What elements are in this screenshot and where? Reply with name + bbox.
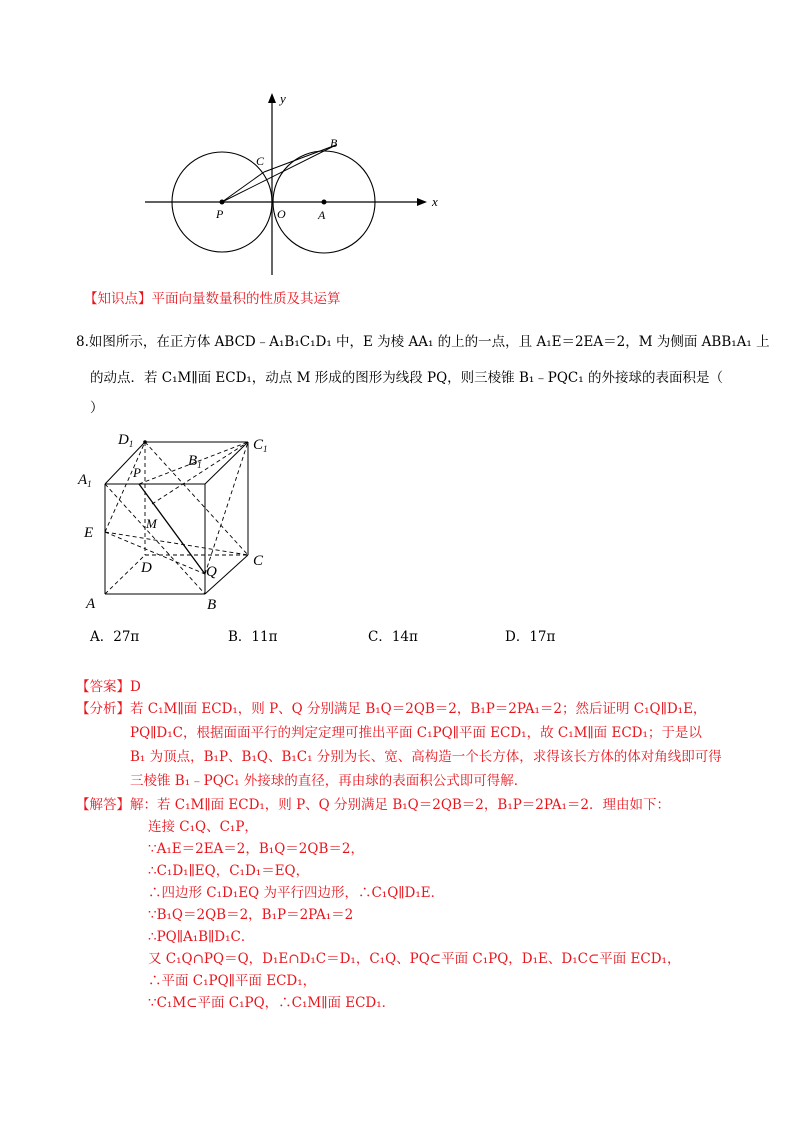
question-text-1: 如图所示，在正方体 ABCD﹣A₁B₁C₁D₁ 中，E 为棱 AA₁ 的上的一点，且 A₁E＝2EA＝2，M 为侧面 ABB₁A₁ 上 — [88, 334, 770, 350]
label-d: D — [141, 560, 152, 576]
solution-step-3 — [148, 862, 309, 880]
x-axis-label: x — [432, 194, 438, 209]
option-a-value: 27π — [113, 629, 140, 645]
label-c: C — [253, 553, 264, 569]
label-c1: $C_1$ — [253, 437, 268, 454]
answer-value: D — [130, 679, 141, 695]
option-c-value: 14π — [391, 629, 418, 645]
option-d[interactable] — [505, 628, 555, 646]
label-a1: $A_1$ — [78, 472, 92, 489]
knowledge-point — [84, 290, 341, 308]
option-b[interactable] — [228, 628, 277, 646]
solution-step-7-text: 又 C₁Q∩PQ＝Q，D₁E∩D₁C＝D₁，C₁Q、PQ⊂平面 C₁PQ，D₁E、D₁C⊂平面 ECD₁， — [148, 951, 681, 967]
option-a-label: A． — [90, 629, 114, 645]
solution-step-2-text: ∵A₁E＝2EA＝2，B₁Q＝2QB＝2， — [148, 841, 364, 857]
point-c-label: C — [256, 154, 265, 168]
analysis-text-2: PQ∥D₁C，根据面面平行的判定定理可推出平面 C₁PQ∥平面 ECD₁，故 C₁M∥面 ECD₁；于是以 — [130, 725, 702, 741]
option-c[interactable] — [368, 628, 418, 646]
solution-step-4 — [148, 884, 444, 902]
solution-step-9 — [148, 994, 395, 1012]
label-q: Q — [206, 564, 217, 580]
analysis-tag: 【分析】 — [76, 701, 130, 717]
label-a: A — [86, 596, 96, 612]
solution-step-5-text: ∵B₁Q＝2QB＝2，B₁P＝2PA₁＝2 — [148, 907, 354, 923]
knowledge-text: 平面向量数量积的性质及其运算 — [151, 291, 341, 307]
solution-step-6-text: ∴PQ∥A₁B∥D₁C． — [148, 929, 255, 945]
cube-figure — [70, 422, 290, 617]
solution-step-8 — [148, 972, 316, 990]
analysis-line-2 — [130, 724, 702, 742]
point-o-label: O — [277, 207, 286, 221]
point-a-label: A — [318, 208, 326, 222]
option-a[interactable] — [90, 628, 139, 646]
label-b1: $B_1$ — [188, 453, 202, 470]
question-line-1 — [76, 333, 770, 351]
question-text-3: ） — [90, 400, 104, 416]
label-b: B — [207, 597, 217, 613]
point-b-label: B — [330, 136, 338, 150]
solution-step-3-text: ∴C₁D₁∥EQ，C₁D₁＝EQ， — [148, 863, 310, 879]
answer-tag: 【答案】 — [76, 679, 130, 695]
option-c-label: C． — [368, 629, 392, 645]
point-p-label: P — [216, 207, 224, 221]
solution-step-7 — [148, 950, 680, 968]
option-b-label: B． — [228, 629, 252, 645]
solution-step-1-text: 连接 C₁Q、C₁P， — [148, 819, 258, 835]
solution-step-4-text: ∴四边形 C₁D₁EQ 为平行四边形，∴C₁Q∥D₁E． — [148, 885, 445, 901]
analysis-text-1: 若 C₁M∥面 ECD₁，则 P、Q 分别满足 B₁Q＝2QB＝2，B₁P＝2PA₁＝2；然后证明 C₁Q∥D₁E， — [130, 701, 707, 717]
analysis-line-1 — [76, 700, 706, 718]
y-axis-label: y — [280, 91, 286, 106]
label-p: P — [133, 465, 141, 480]
question-text-2: 的动点．若 C₁M∥面 ECD₁，动点 M 形成的图形为线段 PQ，则三棱锥 B₁﹣PQC₁ 的外接球的表面积是（ — [90, 370, 723, 386]
solution-step-1 — [148, 818, 258, 836]
solution-step-2 — [148, 840, 364, 858]
label-d1: $D_1$ — [118, 432, 134, 449]
solution-step-6 — [148, 928, 254, 946]
circles-figure — [140, 85, 450, 285]
label-e: E — [84, 525, 94, 541]
analysis-text-3: B₁ 为顶点，B₁P、B₁Q、B₁C₁ 分别为长、宽、高构造一个长方体，求得该长方体的体对角线即可得 — [130, 749, 722, 765]
question-number: 8. — [76, 334, 89, 350]
analysis-text-4: 三棱锥 B₁﹣PQC₁ 外接球的直径，再由球的表面积公式即可得解． — [130, 773, 528, 789]
answer — [76, 678, 141, 696]
label-m: M — [146, 516, 157, 531]
option-d-value: 17π — [529, 629, 556, 645]
question-line-2 — [90, 369, 723, 387]
option-b-value: 11π — [251, 629, 278, 645]
solution-first: 解：若 C₁M∥面 ECD₁，则 P、Q 分别满足 B₁Q＝2QB＝2，B₁P＝2PA₁＝2．理由如下： — [130, 797, 670, 813]
option-d-label: D． — [505, 629, 530, 645]
solution-step-8-text: ∴平面 C₁PQ∥平面 ECD₁， — [148, 973, 317, 989]
solution-tag: 【解答】 — [76, 797, 130, 813]
analysis-line-4 — [130, 772, 527, 790]
question-line-3 — [90, 399, 104, 417]
analysis-line-3 — [130, 748, 722, 766]
solution-step-5 — [148, 906, 353, 924]
knowledge-tag: 【知识点】 — [84, 291, 152, 307]
solution-line-0 — [76, 796, 670, 814]
solution-step-9-text: ∵C₁M⊂平面 C₁PQ，∴C₁M∥面 ECD₁． — [148, 995, 396, 1011]
